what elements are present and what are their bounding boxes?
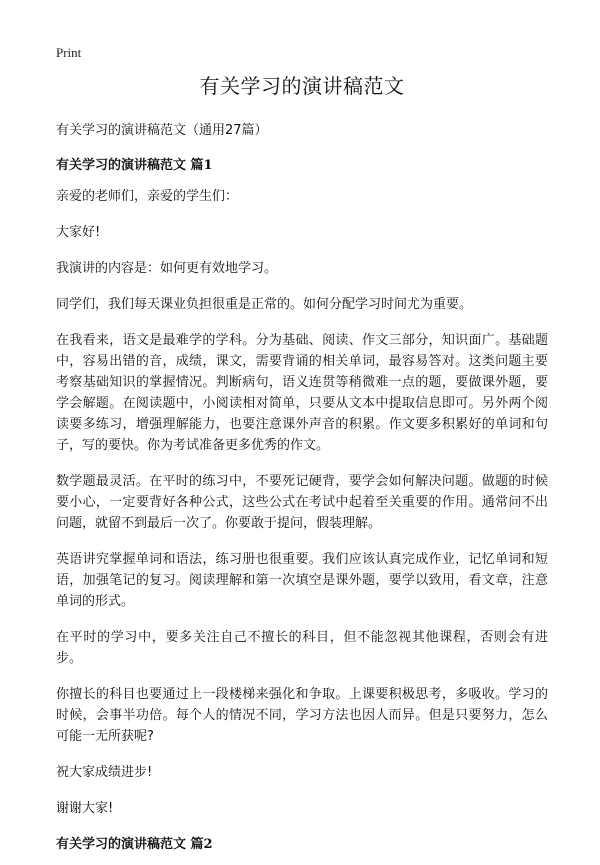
paragraph: 数学题最灵活。在平时的练习中，不要死记硬背，要学会如何解决问题。做题的时候要小心，一定要背好各种公式，这些公式在考试中起着至关重要的作用。通常问不出问题，就留不到最后一次了。你要敢于提问，假装理解。 [56,474,548,531]
paragraph: 我演讲的内容是：如何更有效地学习。 [56,261,278,276]
section-heading-2: 有关学习的演讲稿范文 篇2 [56,837,213,852]
paragraph: 在平时的学习中，要多关注自己不擅长的科目，但不能忽视其他课程，否则会有进步。 [56,630,548,666]
print-link[interactable]: Print [56,45,82,60]
document-title: 有关学习的演讲稿范文 [199,74,405,98]
section-heading-1: 有关学习的演讲稿范文 篇1 [56,158,213,173]
paragraph: 祝大家成绩进步! [56,765,153,780]
document-subtitle: 有关学习的演讲稿范文（通用27篇） [56,123,268,138]
paragraph: 亲爱的老师们，亲爱的学生们： [56,189,239,204]
paragraph: 大家好! [56,225,101,240]
paragraph: 谢谢大家! [56,801,114,816]
paragraph: 同学们，我们每天课业负担很重是正常的。如何分配学习时间尤为重要。 [56,297,473,312]
paragraph: 英语讲究掌握单词和语法，练习册也很重要。我们应该认真完成作业，记忆单词和短语，加强笔记的复习。阅读理解和第一次填空是课外题，要学以致用，看文章，注意单词的形式。 [56,552,548,609]
paragraph: 在我看来，语文是最难学的学科。分为基础、阅读、作文三部分，知识面广。基础题中，容易出错的音，成绩，课文，需要背诵的相关单词，最容易答对。这类问题主要考察基础知识的掌握情况。判断病句，语义连贯等稍微难一点的题，要做课外题，要学会解题。在阅读题中，小阅读相对简单，只要从文本中提取信息即可。另外两个阅读要多练习，增强理解能力，也要注意课外声音的积累。作文要多积累好的单词和句子，写的要快。你为考试准备更多优秀的作文。 [56,333,548,453]
document-body [56,72,548,865]
paragraph: 你擅长的科目也要通过上一段楼梯来强化和争取。上课要积极思考，多吸收。学习的时候，会事半功倍。每个人的情况不同，学习方法也因人而异。但是只要努力，怎么可能一无所获呢? [56,687,548,744]
